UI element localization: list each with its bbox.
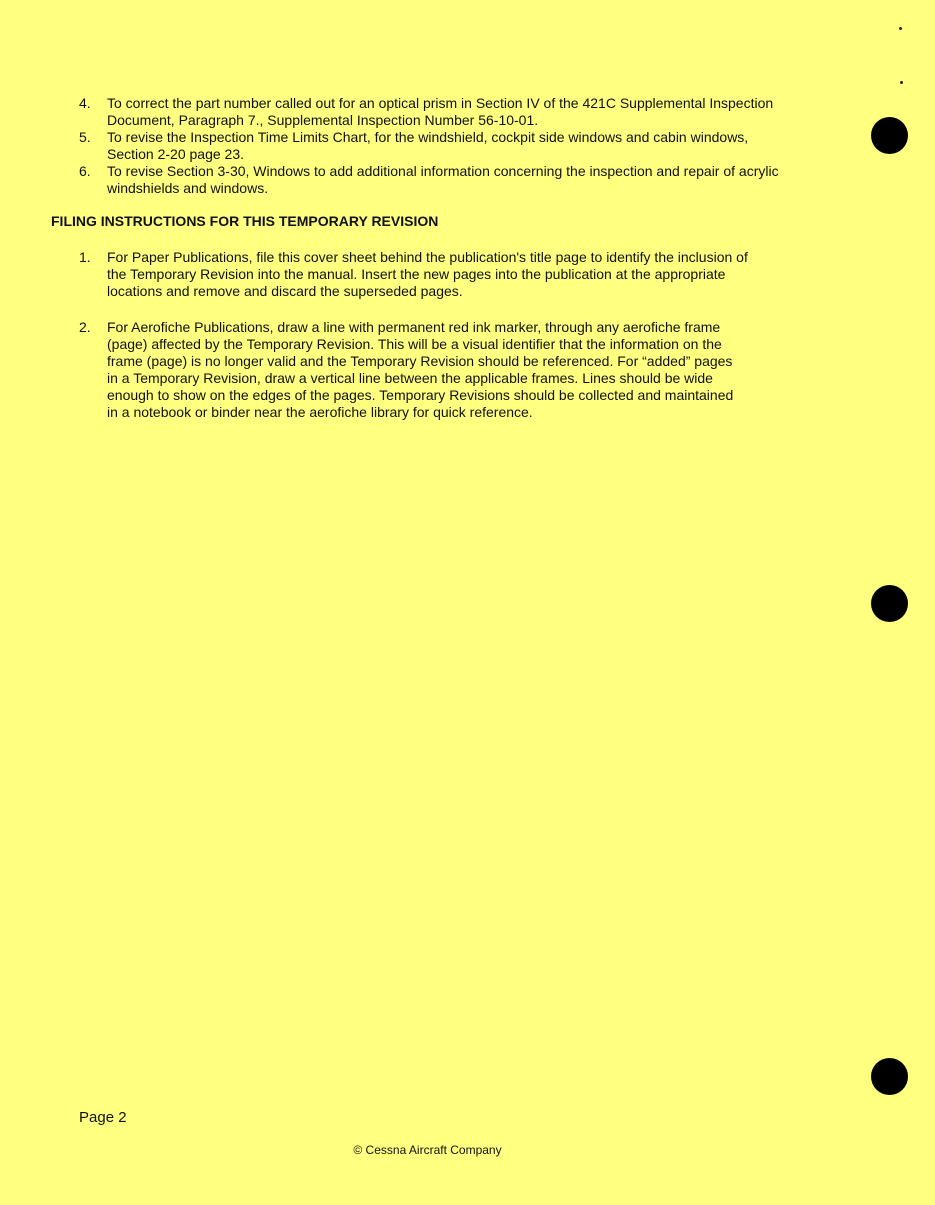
binder-hole-icon — [871, 117, 908, 154]
item-number: 4. — [79, 95, 91, 111]
item-text: To revise Section 3-30, Windows to add additional information concerning the inspection and repair of acrylic windshields and windows. — [107, 163, 779, 196]
item-text: To revise the Inspection Time Limits Chart, for the windshield, cockpit side windows and cabin windows, Section 2-20 page 23. — [107, 129, 749, 162]
section-heading: FILING INSTRUCTIONS FOR THIS TEMPORARY REVISION — [51, 213, 439, 229]
copyright: © Cessna Aircraft Company — [353, 1143, 502, 1157]
binder-hole-icon — [871, 585, 908, 622]
item-text: To correct the part number called out for an optical prism in Section IV of the 421C Supplemental Inspection Document, Paragraph 7., Supplemental Inspection Number 56-10-01. — [107, 95, 774, 128]
item-number: 2. — [79, 319, 91, 335]
speck — [900, 81, 903, 84]
binder-hole-icon — [871, 1058, 908, 1095]
item-number: 1. — [79, 249, 91, 265]
speck — [899, 27, 902, 30]
item-number: 5. — [79, 129, 91, 145]
item-number: 6. — [79, 163, 91, 179]
item-text: For Aerofiche Publications, draw a line with permanent red ink marker, through any aerofiche frame (page) affected by the Temporary Revision. This will be a visual identifier that the information on the frame (page) is no longer valid and the Temporary Revision should be referenced. For “added” pages in a Temporary Revision, draw a vertical line between the applicable frames. Lines should be wide enough to show on the edges of the pages. Temporary Revisions should be collected and maintained in a notebook or binder near the aerofiche library for quick reference. — [107, 319, 734, 420]
page-number: Page 2 — [79, 1109, 127, 1126]
item-text: For Paper Publications, file this cover sheet behind the publication's title page to identify the inclusion of the Temporary Revision into the manual. Insert the new pages into the publication at the appropriate locations and remove and discard the superseded pages. — [107, 249, 748, 299]
